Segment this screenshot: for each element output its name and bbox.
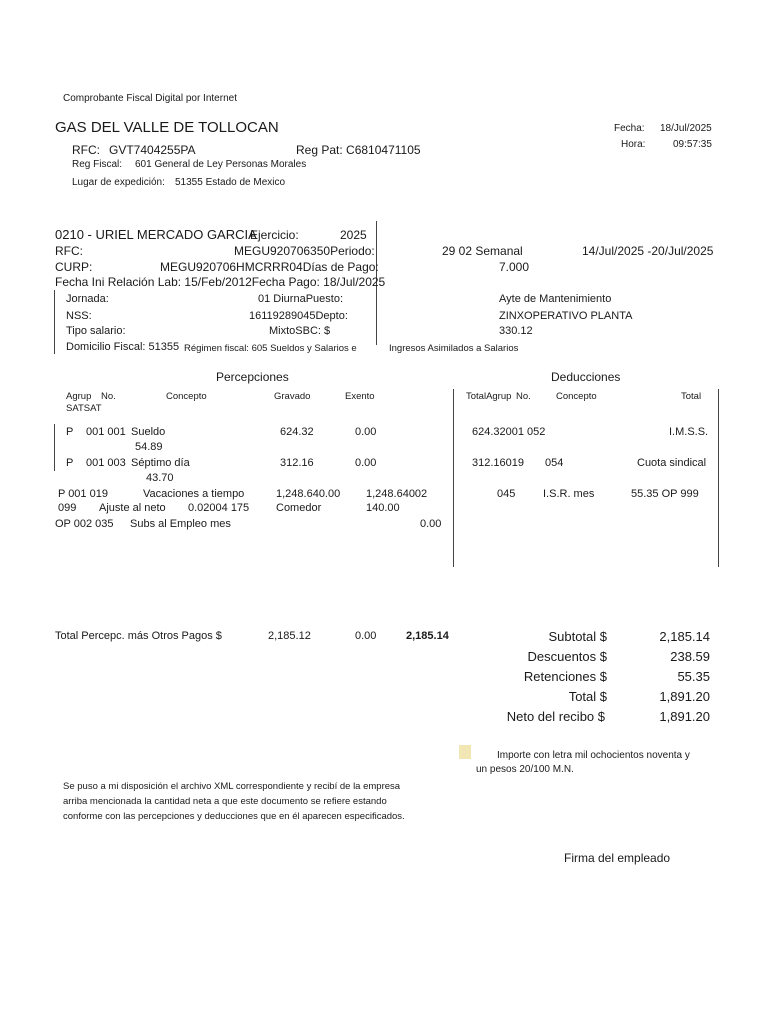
percep-row4-valores: 0.02004 175	[188, 502, 250, 514]
deduc-row1-codigo: 624.32001 052	[472, 426, 546, 438]
total-percepciones-total: 2,185.14	[406, 630, 449, 642]
tipo-salario-sbc: MixtoSBC: $	[269, 325, 331, 337]
deduc-header-total-agrup: TotalAgrup	[466, 391, 512, 402]
percep-header-concepto: Concepto	[166, 391, 207, 402]
percep-row-gravado: 312.16	[280, 457, 314, 469]
curp-label: CURP:	[55, 260, 93, 274]
percep-row5-codigo: OP 002 035	[55, 518, 114, 530]
reg-fiscal-label: Reg Fiscal:	[72, 159, 123, 170]
subtotal-value: 2,185.14	[659, 629, 710, 644]
percep-row4-valor2: 140.00	[366, 502, 400, 514]
deduc-row3-total: 55.35 OP 999	[631, 488, 699, 500]
legal-text-line3: conforme con las percepciones y deducciones que en él aparecen especificados.	[63, 811, 405, 822]
company-rfc: GVT7404255PA	[109, 143, 196, 157]
lugar-expedicion: 51355 Estado de Mexico	[175, 177, 286, 188]
total-percepciones-exento: 0.00	[355, 630, 377, 642]
hora-value: 09:57:35	[673, 139, 712, 150]
total-percepciones-gravado: 2,185.12	[268, 630, 311, 642]
deduc-row3-no: 045	[497, 488, 516, 500]
percep-row4-concepto2: Comedor	[276, 502, 322, 514]
fecha-value: 18/Jul/2025	[660, 123, 712, 134]
employee-left-border	[54, 290, 55, 354]
deduc-header-concepto: Concepto	[556, 391, 597, 402]
puesto-value: Ayte de Mantenimiento	[499, 293, 612, 305]
employee-name: 0210 - URIEL MERCADO GARCIA	[55, 227, 257, 242]
deduc-row2-no: 054	[545, 457, 564, 469]
percep-row4-codigo: 099	[58, 502, 77, 514]
deduc-row1-concepto: I.M.S.S.	[669, 426, 709, 438]
legal-text-line2: arriba mencionada la cantidad neta a que este documento se refiere estando	[63, 796, 387, 807]
subtotal-label: Subtotal $	[548, 629, 607, 644]
percep-header-agrup: Agrup	[66, 391, 92, 402]
deduc-row2-codigo: 312.16019	[472, 457, 524, 469]
importe-letra-line1: Importe con letra mil ochocientos noventa y	[497, 750, 690, 761]
company-name: GAS DEL VALLE DE TOLLOCAN	[55, 119, 279, 136]
deduc-row3-concepto: I.S.R. mes	[543, 488, 595, 500]
importe-letra-line2: un pesos 20/100 M.N.	[476, 764, 574, 775]
reg-pat: Reg Pat: C6810471105	[296, 143, 421, 157]
percep-header-gravado: Gravado	[274, 391, 311, 402]
total-label: Total $	[568, 689, 607, 704]
total-percepciones-label: Total Percepc. más Otros Pagos $	[55, 630, 222, 642]
tipo-salario-label: Tipo salario:	[66, 325, 126, 337]
curp-dias: MEGU920706HMCRRR04Días de Pago:	[160, 260, 379, 274]
percep-row5-concepto: Subs al Empleo mes	[130, 518, 231, 530]
employee-rfc-periodo: MEGU920706350Periodo:	[234, 244, 375, 258]
percep-header-no: No.	[101, 391, 116, 402]
periodo-rango: 14/Jul/2025 -20/Jul/2025	[582, 244, 714, 258]
fecha-label: Fecha:	[614, 123, 645, 134]
percep-header-exento: Exento	[345, 391, 375, 402]
percep-row-exento: 0.00	[355, 426, 377, 438]
percep-row-codigo: 001 003	[86, 457, 126, 469]
legal-text-line1: Se puso a mi disposición el archivo XML correspondiente y recibí de la empresa	[63, 781, 401, 792]
regimen-fiscal: Régimen fiscal: 605 Sueldos y Salarios e	[184, 343, 357, 354]
total-value: 1,891.20	[659, 689, 710, 704]
percep-row-gravado: 624.32	[280, 426, 314, 438]
sbc-value: 330.12	[499, 325, 533, 337]
fecha-ini-relacion: Fecha Ini Relación Lab: 15/Feb/2012Fecha Pago: 18/Jul/2025	[55, 275, 386, 289]
jornada-puesto: 01 DiurnaPuesto:	[258, 293, 343, 305]
reg-fiscal: 601 General de Ley Personas Morales	[135, 159, 307, 170]
percep-row-codigo: 001 001	[86, 426, 126, 438]
percep-row3-valores2: 1,248.64002	[366, 488, 428, 500]
percep-row-tipo: P	[66, 457, 74, 469]
percep-row-tipo: P	[66, 426, 74, 438]
nss-label: NSS:	[66, 310, 92, 322]
percep-row4-concepto: Ajuste al neto	[99, 502, 166, 514]
domicilio-fiscal: Domicilio Fiscal: 51355	[66, 341, 180, 353]
percepciones-deducciones-divider	[453, 389, 454, 567]
descuentos-label: Descuentos $	[527, 649, 607, 664]
hora-label: Hora:	[621, 139, 646, 150]
percep-row5-valor: 0.00	[420, 518, 442, 530]
ejercicio-label: Ejercicio:	[250, 228, 299, 242]
firma-empleado: Firma del empleado	[564, 851, 671, 865]
percep-row3-codigo: P 001 019	[58, 488, 108, 500]
percep-row-concepto: Séptimo día	[131, 457, 190, 469]
percep-row3-valores: 1,248.640.00	[276, 488, 341, 500]
lugar-expedicion-label: Lugar de expedición:	[72, 177, 165, 188]
depto-value: ZINXOPERATIVO PLANTA	[499, 310, 633, 322]
jornada-label: Jornada:	[66, 293, 109, 305]
percep-row3-concepto: Vacaciones a tiempo	[143, 488, 245, 500]
deducciones-title: Deducciones	[551, 370, 621, 384]
ejercicio-value: 2025	[340, 228, 367, 242]
percep-row-extra: 43.70	[146, 472, 174, 484]
company-rfc-label: RFC:	[72, 143, 100, 157]
percep-row-concepto: Sueldo	[131, 426, 166, 438]
qr-code-placeholder	[459, 745, 471, 759]
deduc-header-total: Total	[681, 391, 702, 402]
deduc-header-no: No.	[516, 391, 531, 402]
deduc-row2-concepto: Cuota sindical	[637, 457, 707, 469]
employee-rfc-label: RFC:	[55, 244, 83, 258]
retenciones-label: Retenciones $	[523, 669, 607, 684]
regimen-fiscal-cont: Ingresos Asimilados a Salarios	[389, 343, 519, 354]
percepciones-title: Percepciones	[216, 370, 289, 384]
percep-row-exento: 0.00	[355, 457, 377, 469]
nss-depto: 16119289045Depto:	[249, 310, 348, 322]
neto-recibo-value: 1,891.20	[659, 709, 710, 724]
descuentos-value: 238.59	[670, 649, 710, 664]
percepciones-left-border	[54, 424, 55, 471]
deducciones-right-border	[718, 389, 719, 567]
document-type: Comprobante Fiscal Digital por Internet	[63, 93, 237, 104]
percep-header-satsat: SATSAT	[66, 403, 102, 414]
neto-recibo-label: Neto del recibo $	[506, 709, 605, 724]
retenciones-value: 55.35	[677, 669, 710, 684]
dias-pago-value: 7.000	[499, 260, 530, 274]
periodo-value: 29 02 Semanal	[442, 244, 523, 258]
percep-row-extra: 54.89	[135, 441, 163, 453]
